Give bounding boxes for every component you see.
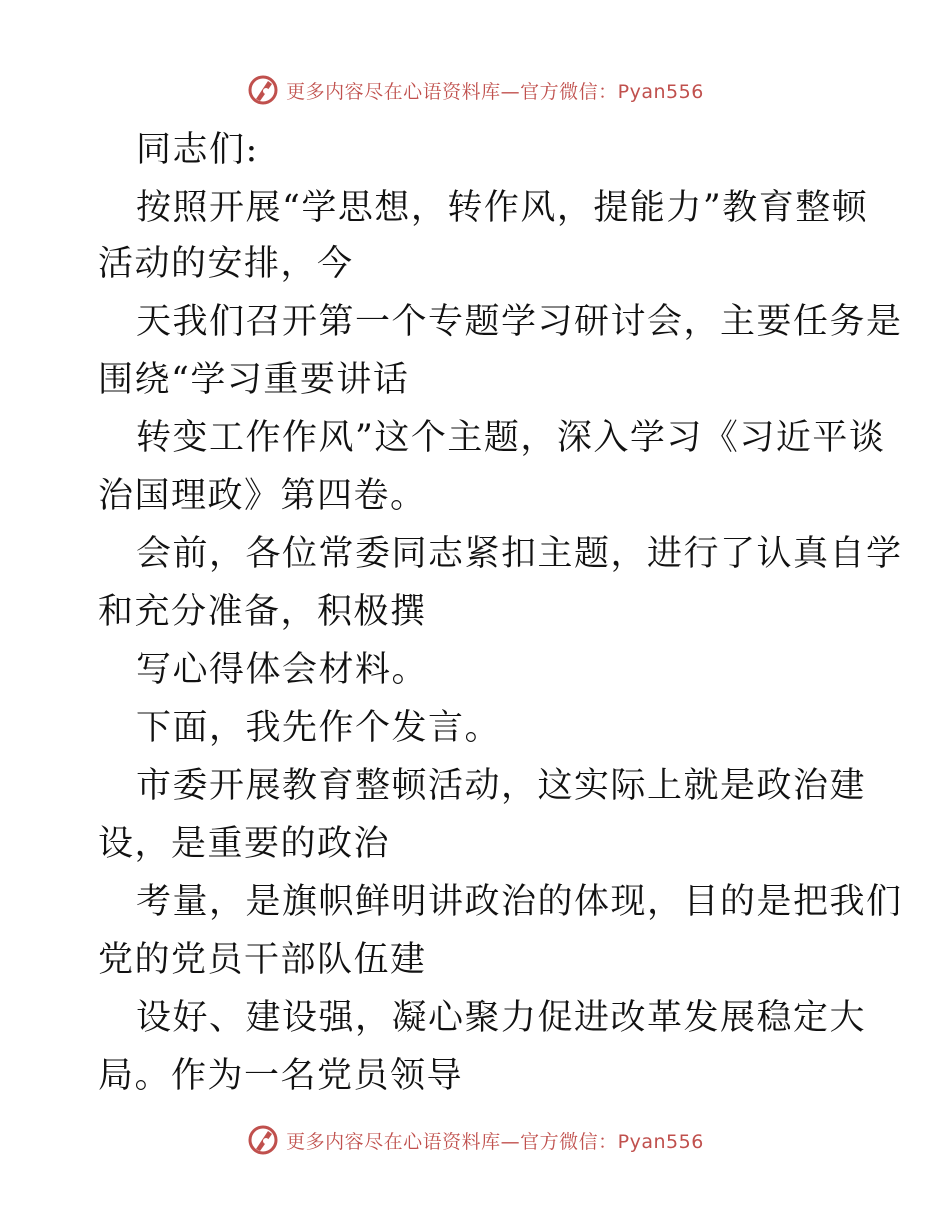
body-line: 下面，我先作个发言。 — [136, 708, 502, 748]
body-line: 按照开展“学思想，转作风，提能力”教育整顿 — [136, 188, 869, 228]
body-line: 局。作为一名党员领导 — [98, 1056, 464, 1096]
body-line: 天我们召开第一个专题学习研讨会，主要任务是 — [136, 302, 903, 342]
footer-banner — [0, 1120, 950, 1160]
pen-circle-logo-icon — [246, 1123, 280, 1157]
footer-banner-text: 更多内容尽在心语资料库—官方微信：Pyan556 — [286, 1130, 704, 1153]
body-line: 和充分准备，积极撰 — [98, 592, 427, 632]
header-banner-text: 更多内容尽在心语资料库—官方微信：Pyan556 — [286, 80, 704, 103]
body-line: 转变工作作风”这个主题，深入学习《习近平谈 — [136, 418, 886, 458]
body-line: 活动的安排，今 — [98, 244, 354, 284]
body-line: 设好、建设强，凝心聚力促进改革发展稳定大 — [136, 998, 867, 1038]
body-line: 设，是重要的政治 — [98, 824, 391, 864]
body-line: 考量，是旗帜鲜明讲政治的体现，目的是把我们 — [136, 882, 903, 922]
body-line: 同志们: — [136, 130, 259, 170]
body-line: 党的党员干部队伍建 — [98, 940, 427, 980]
body-line: 市委开展教育整顿活动，这实际上就是政治建 — [136, 766, 867, 806]
pen-circle-logo-icon — [246, 73, 280, 107]
body-line: 治国理政》第四卷。 — [98, 476, 427, 516]
body-line: 会前，各位常委同志紧扣主题，进行了认真自学 — [136, 534, 903, 574]
body-line: 写心得体会材料。 — [136, 650, 429, 690]
body-line: 围绕“学习重要讲话 — [98, 360, 410, 400]
header-banner — [0, 70, 950, 110]
